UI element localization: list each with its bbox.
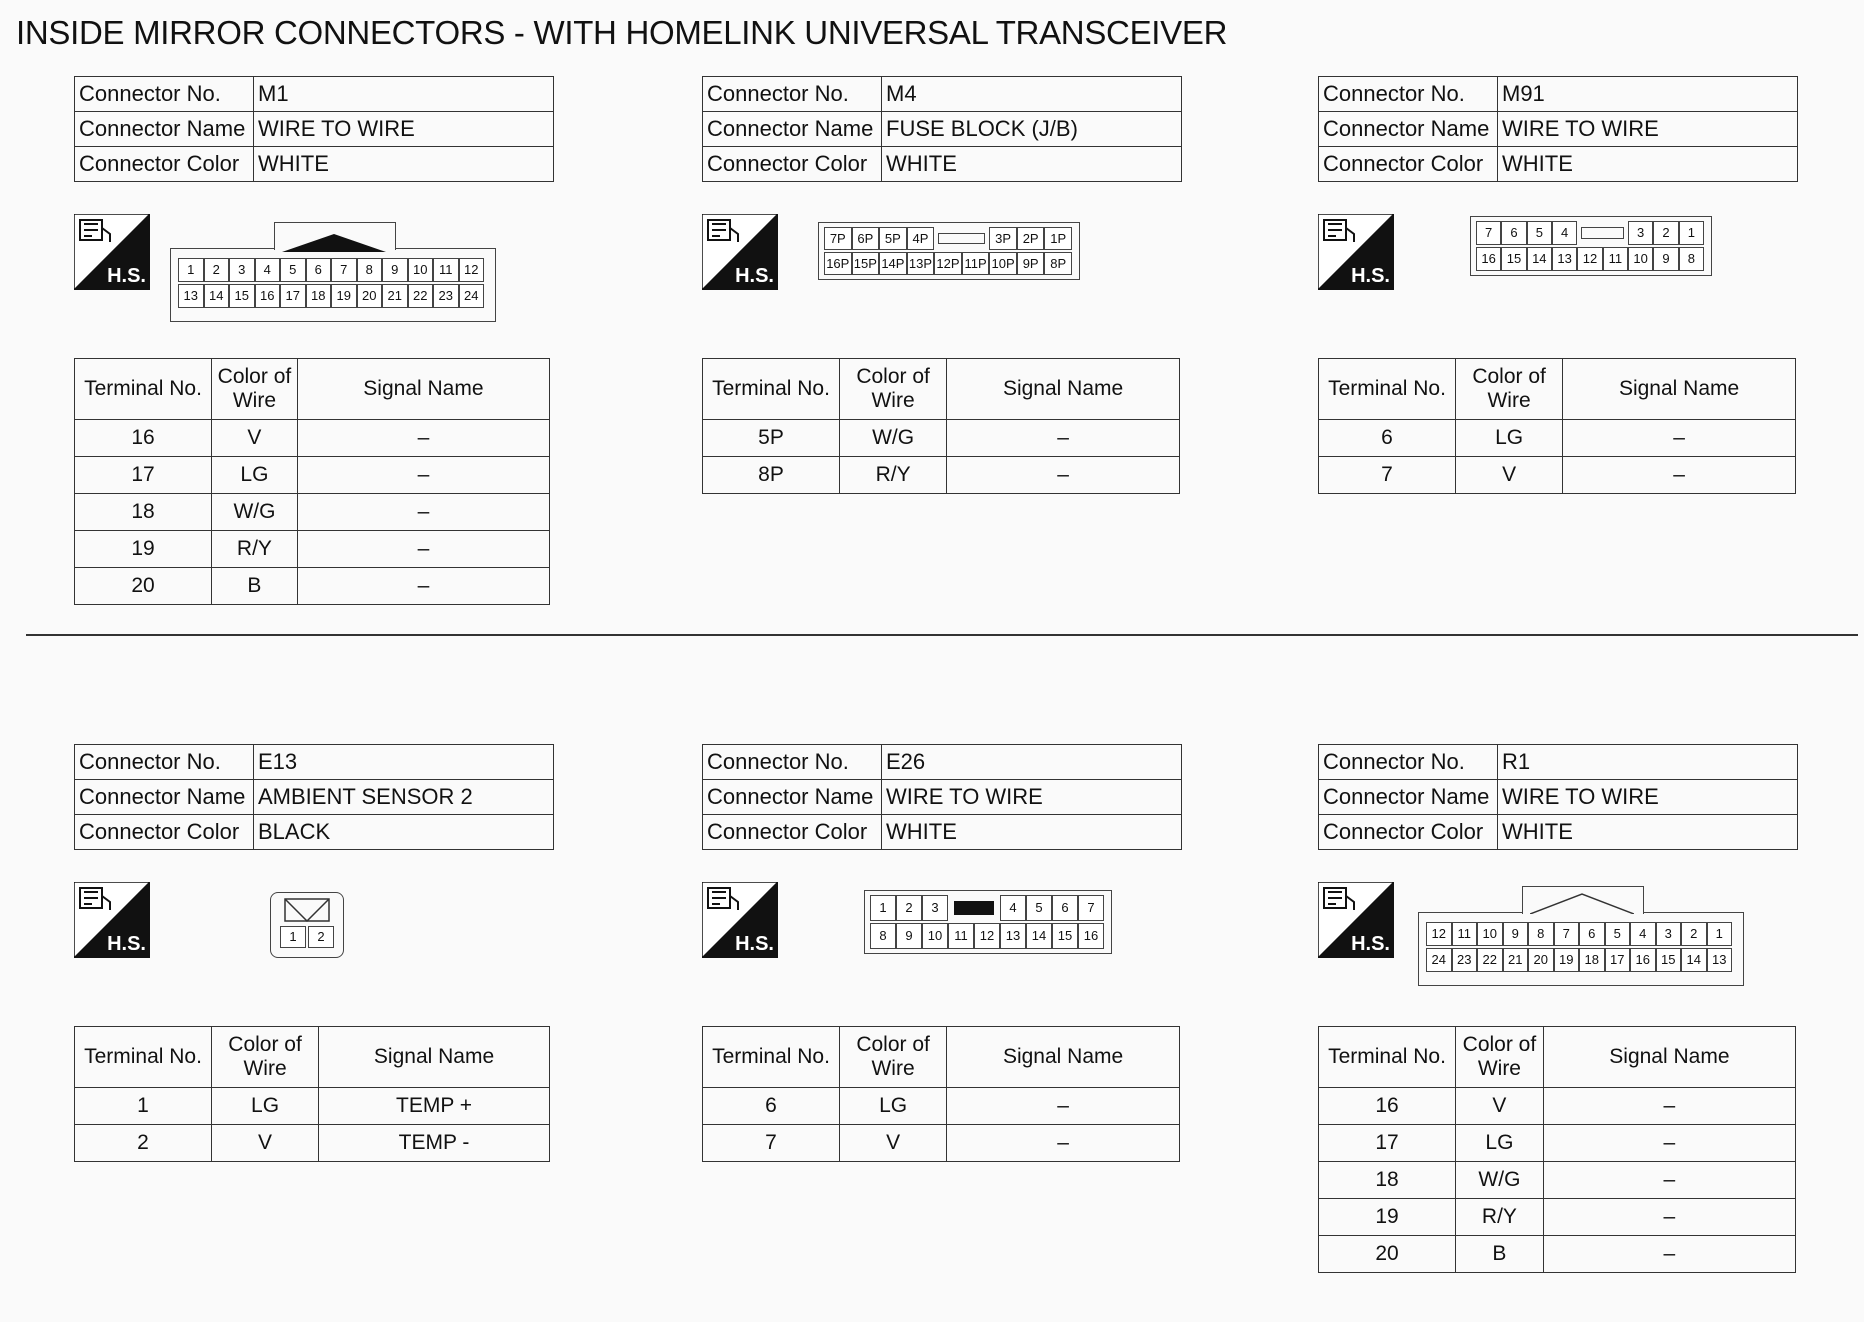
connector-name-value: WIRE TO WIRE bbox=[1498, 780, 1798, 815]
wire-color-header: Color of Wire bbox=[840, 359, 947, 420]
connector-pin: 12P bbox=[934, 252, 962, 275]
connector-pin: 13 bbox=[1707, 948, 1733, 972]
connector-pin: 7 bbox=[1554, 922, 1580, 946]
connector-pin: 1 bbox=[178, 258, 204, 282]
info-row bbox=[703, 147, 1182, 182]
terminal-row bbox=[75, 494, 550, 531]
connector-pin: 20 bbox=[357, 284, 383, 308]
connector-face-diagram bbox=[1470, 216, 1712, 276]
connector-pin: 10 bbox=[1477, 922, 1503, 946]
connector-name-value: AMBIENT SENSOR 2 bbox=[254, 780, 554, 815]
connector-name-value: WIRE TO WIRE bbox=[882, 780, 1182, 815]
info-row bbox=[75, 147, 554, 182]
connector-color-value: WHITE bbox=[882, 147, 1182, 182]
connector-pin: 1 bbox=[280, 926, 306, 948]
signal-name-header: Signal Name bbox=[297, 359, 549, 420]
wire-color: LG bbox=[212, 1088, 319, 1125]
info-row bbox=[1319, 77, 1798, 112]
section-divider bbox=[26, 634, 1858, 636]
connector-pin: 4 bbox=[1552, 221, 1577, 245]
terminal-no-header: Terminal No. bbox=[1319, 1027, 1456, 1088]
connector-pin: 12 bbox=[1426, 922, 1452, 946]
connector-pin: 22 bbox=[408, 284, 434, 308]
signal-name: – bbox=[947, 457, 1180, 494]
connector-pin: 16 bbox=[1630, 948, 1656, 972]
wire-color-header: Color of Wire bbox=[1456, 359, 1563, 420]
connector-pin: 6 bbox=[1052, 895, 1078, 921]
terminal-row bbox=[1319, 1162, 1796, 1199]
connector-name-value: WIRE TO WIRE bbox=[254, 112, 554, 147]
terminal-no: 8P bbox=[703, 457, 840, 494]
connector-name-label: Connector Name bbox=[1319, 780, 1498, 815]
connector-pin: 15 bbox=[1052, 923, 1078, 949]
info-row bbox=[703, 745, 1182, 780]
connector-pin: 13P bbox=[907, 252, 935, 275]
info-row bbox=[75, 77, 554, 112]
info-row bbox=[703, 780, 1182, 815]
wire-color: W/G bbox=[840, 420, 947, 457]
terminal-header-row bbox=[1319, 359, 1796, 420]
wire-color: V bbox=[212, 1125, 319, 1162]
signal-name-header: Signal Name bbox=[947, 359, 1180, 420]
connector-pin: 17 bbox=[1605, 948, 1631, 972]
connector-pin: 5 bbox=[1605, 922, 1631, 946]
connector-no-label: Connector No. bbox=[1319, 745, 1498, 780]
terminal-row bbox=[75, 531, 550, 568]
terminal-no-header: Terminal No. bbox=[75, 359, 212, 420]
signal-name-header: Signal Name bbox=[947, 1027, 1180, 1088]
connector-info-table bbox=[74, 76, 554, 182]
connector-pin: 8 bbox=[870, 923, 896, 949]
connector-pin: 23 bbox=[433, 284, 459, 308]
terminal-header-row bbox=[75, 359, 550, 420]
connector-color-value: BLACK bbox=[254, 815, 554, 850]
wire-color: B bbox=[1456, 1236, 1544, 1273]
info-row bbox=[1319, 112, 1798, 147]
connector-pin: 18 bbox=[1579, 948, 1605, 972]
connector-pin: 8 bbox=[1679, 247, 1704, 271]
connector-color-label: Connector Color bbox=[1319, 815, 1498, 850]
connector-no-value: E13 bbox=[254, 745, 554, 780]
connector-color-label: Connector Color bbox=[75, 147, 254, 182]
terminal-no: 16 bbox=[75, 420, 212, 457]
terminal-header-row bbox=[75, 1027, 550, 1088]
terminal-row bbox=[1319, 420, 1796, 457]
harness-side-icon bbox=[74, 214, 150, 290]
connector-no-value: M1 bbox=[254, 77, 554, 112]
terminal-row bbox=[75, 1125, 550, 1162]
connector-pin: 23 bbox=[1452, 948, 1478, 972]
connector-pin: 22 bbox=[1477, 948, 1503, 972]
wire-color: W/G bbox=[1456, 1162, 1544, 1199]
hs-label: H.S. bbox=[107, 933, 146, 955]
connector-pin: 9 bbox=[1503, 922, 1529, 946]
connector-pin: 10P bbox=[989, 252, 1017, 275]
hs-label: H.S. bbox=[107, 265, 146, 287]
info-row bbox=[1319, 815, 1798, 850]
connector-pin: 4P bbox=[907, 227, 935, 250]
connector-pin: 5P bbox=[879, 227, 907, 250]
terminal-no: 18 bbox=[1319, 1162, 1456, 1199]
connector-pin: 11 bbox=[1603, 247, 1628, 271]
terminal-no: 16 bbox=[1319, 1088, 1456, 1125]
lock-marker bbox=[954, 901, 994, 915]
connector-pin: 15 bbox=[1501, 247, 1526, 271]
connector-face-diagram bbox=[864, 890, 1112, 954]
terminal-no-header: Terminal No. bbox=[75, 1027, 212, 1088]
terminal-no: 20 bbox=[1319, 1236, 1456, 1273]
connector-name-label: Connector Name bbox=[1319, 112, 1498, 147]
connector-pin: 2 bbox=[1653, 221, 1678, 245]
connector-pin: 16P bbox=[824, 252, 852, 275]
terminal-header-row bbox=[703, 359, 1180, 420]
signal-name: – bbox=[297, 531, 549, 568]
lock-marker bbox=[1530, 892, 1634, 914]
connector-pin: 16 bbox=[1476, 247, 1501, 271]
connector-pin: 16 bbox=[1078, 923, 1104, 949]
connector-color-value: WHITE bbox=[254, 147, 554, 182]
connector-block bbox=[74, 76, 554, 597]
connector-pin: 4 bbox=[1630, 922, 1656, 946]
harness-side-icon bbox=[74, 882, 150, 958]
wire-color: R/Y bbox=[1456, 1199, 1544, 1236]
connector-no-label: Connector No. bbox=[703, 745, 882, 780]
terminal-table bbox=[702, 1026, 1180, 1162]
info-row bbox=[1319, 745, 1798, 780]
wire-color: V bbox=[1456, 457, 1563, 494]
signal-name: – bbox=[297, 494, 549, 531]
terminal-row bbox=[1319, 1088, 1796, 1125]
connector-pin: 7 bbox=[331, 258, 357, 282]
terminal-no: 17 bbox=[75, 457, 212, 494]
connector-block bbox=[1318, 76, 1798, 486]
wire-color: V bbox=[840, 1125, 947, 1162]
harness-side-icon bbox=[1318, 214, 1394, 290]
wire-color: LG bbox=[1456, 420, 1563, 457]
connector-pin: 3 bbox=[229, 258, 255, 282]
info-row bbox=[703, 815, 1182, 850]
connector-pin: 1 bbox=[1707, 922, 1733, 946]
connector-pin: 7P bbox=[824, 227, 852, 250]
wire-color: LG bbox=[840, 1088, 947, 1125]
wire-color: R/Y bbox=[840, 457, 947, 494]
connector-name-value: FUSE BLOCK (J/B) bbox=[882, 112, 1182, 147]
connector-pin: 4 bbox=[1000, 895, 1026, 921]
connector-pin: 2P bbox=[1017, 227, 1045, 250]
connector-pin: 13 bbox=[1552, 247, 1577, 271]
connector-pin: 10 bbox=[1628, 247, 1653, 271]
terminal-row bbox=[703, 420, 1180, 457]
connector-pin: 3P bbox=[989, 227, 1017, 250]
connector-pin: 1 bbox=[870, 895, 896, 921]
wire-color: LG bbox=[1456, 1125, 1544, 1162]
connector-name-value: WIRE TO WIRE bbox=[1498, 112, 1798, 147]
connector-no-value: R1 bbox=[1498, 745, 1798, 780]
wire-color: LG bbox=[212, 457, 298, 494]
terminal-no: 7 bbox=[703, 1125, 840, 1162]
signal-name: – bbox=[947, 1088, 1180, 1125]
connector-block bbox=[702, 76, 1182, 486]
connector-no-label: Connector No. bbox=[75, 77, 254, 112]
terminal-header-row bbox=[703, 1027, 1180, 1088]
terminal-row bbox=[75, 420, 550, 457]
terminal-table bbox=[74, 358, 550, 605]
terminal-no: 1 bbox=[75, 1088, 212, 1125]
terminal-no-header: Terminal No. bbox=[703, 359, 840, 420]
connector-pin: 8P bbox=[1044, 252, 1072, 275]
wire-color-header: Color of Wire bbox=[840, 1027, 947, 1088]
connector-pin: 10 bbox=[408, 258, 434, 282]
terminal-row bbox=[703, 1125, 1180, 1162]
signal-name: – bbox=[1563, 420, 1796, 457]
terminal-row bbox=[1319, 1125, 1796, 1162]
signal-name: – bbox=[947, 1125, 1180, 1162]
connector-no-value: M4 bbox=[882, 77, 1182, 112]
connector-no-label: Connector No. bbox=[703, 77, 882, 112]
connector-pin: 9P bbox=[1017, 252, 1045, 275]
terminal-no: 6 bbox=[1319, 420, 1456, 457]
signal-name: TEMP + bbox=[319, 1088, 550, 1125]
connector-block bbox=[702, 744, 1182, 1154]
connector-pin: 2 bbox=[204, 258, 230, 282]
connector-pin: 5 bbox=[1026, 895, 1052, 921]
terminal-no: 2 bbox=[75, 1125, 212, 1162]
wire-color: V bbox=[212, 420, 298, 457]
signal-name: – bbox=[1563, 457, 1796, 494]
connector-color-value: WHITE bbox=[1498, 815, 1798, 850]
wire-color: R/Y bbox=[212, 531, 298, 568]
signal-name: – bbox=[297, 568, 549, 605]
connector-pin: 8 bbox=[357, 258, 383, 282]
lock-marker bbox=[938, 233, 985, 244]
signal-name: – bbox=[1543, 1125, 1795, 1162]
signal-name: – bbox=[297, 457, 549, 494]
wire-color: W/G bbox=[212, 494, 298, 531]
info-row bbox=[75, 815, 554, 850]
connector-pin: 11P bbox=[962, 252, 990, 275]
terminal-row bbox=[703, 1088, 1180, 1125]
connector-pin: 2 bbox=[308, 926, 334, 948]
connector-pin: 7 bbox=[1476, 221, 1501, 245]
wire-color-header: Color of Wire bbox=[212, 359, 298, 420]
terminal-no-header: Terminal No. bbox=[1319, 359, 1456, 420]
connector-face-diagram bbox=[170, 220, 498, 324]
connector-name-label: Connector Name bbox=[75, 780, 254, 815]
signal-name: – bbox=[1543, 1162, 1795, 1199]
connector-pin: 24 bbox=[459, 284, 485, 308]
connector-pin: 3 bbox=[922, 895, 948, 921]
connector-pin: 11 bbox=[1452, 922, 1478, 946]
connector-pin: 8 bbox=[1528, 922, 1554, 946]
signal-name: – bbox=[947, 420, 1180, 457]
info-row bbox=[1319, 147, 1798, 182]
connector-pin: 11 bbox=[433, 258, 459, 282]
connector-pin: 4 bbox=[255, 258, 281, 282]
signal-name: TEMP - bbox=[319, 1125, 550, 1162]
connector-pin: 3 bbox=[1656, 922, 1682, 946]
hs-label: H.S. bbox=[1351, 933, 1390, 955]
connector-pin: 15 bbox=[229, 284, 255, 308]
terminal-no: 18 bbox=[75, 494, 212, 531]
connector-color-label: Connector Color bbox=[703, 815, 882, 850]
terminal-header-row bbox=[1319, 1027, 1796, 1088]
connector-name-label: Connector Name bbox=[75, 112, 254, 147]
connector-pin: 6P bbox=[852, 227, 880, 250]
connector-pin: 12 bbox=[1577, 247, 1602, 271]
signal-name: – bbox=[1543, 1088, 1795, 1125]
terminal-table bbox=[1318, 1026, 1796, 1273]
connector-no-label: Connector No. bbox=[1319, 77, 1498, 112]
connector-pin: 12 bbox=[459, 258, 485, 282]
terminal-no: 7 bbox=[1319, 457, 1456, 494]
terminal-table bbox=[74, 1026, 550, 1162]
info-row bbox=[75, 745, 554, 780]
harness-side-icon bbox=[1318, 882, 1394, 958]
connector-info-table bbox=[1318, 744, 1798, 850]
connector-pin: 19 bbox=[331, 284, 357, 308]
terminal-no: 19 bbox=[1319, 1199, 1456, 1236]
connector-color-value: WHITE bbox=[1498, 147, 1798, 182]
signal-name: – bbox=[297, 420, 549, 457]
connector-pin: 1 bbox=[1679, 221, 1704, 245]
connector-pin: 5 bbox=[1527, 221, 1552, 245]
connector-color-label: Connector Color bbox=[1319, 147, 1498, 182]
connector-color-value: WHITE bbox=[882, 815, 1182, 850]
connector-color-label: Connector Color bbox=[75, 815, 254, 850]
connector-pin: 2 bbox=[1681, 922, 1707, 946]
connector-pin: 9 bbox=[1653, 247, 1678, 271]
lock-marker bbox=[284, 898, 330, 922]
terminal-no: 19 bbox=[75, 531, 212, 568]
connector-pin: 6 bbox=[1501, 221, 1526, 245]
info-row bbox=[703, 112, 1182, 147]
wire-color-header: Color of Wire bbox=[212, 1027, 319, 1088]
connector-pin: 21 bbox=[382, 284, 408, 308]
connector-pin: 5 bbox=[280, 258, 306, 282]
page-title: INSIDE MIRROR CONNECTORS - WITH HOMELINK UNIVERSAL TRANSCEIVER bbox=[16, 14, 1228, 51]
connector-pin: 13 bbox=[178, 284, 204, 308]
info-row bbox=[703, 77, 1182, 112]
terminal-table bbox=[1318, 358, 1796, 494]
terminal-row bbox=[1319, 1236, 1796, 1273]
terminal-no-header: Terminal No. bbox=[703, 1027, 840, 1088]
connector-info-table bbox=[74, 744, 554, 850]
connector-pin: 16 bbox=[255, 284, 281, 308]
connector-pin: 9 bbox=[382, 258, 408, 282]
harness-side-icon bbox=[702, 214, 778, 290]
connector-pin: 17 bbox=[280, 284, 306, 308]
connector-no-label: Connector No. bbox=[75, 745, 254, 780]
connector-info-table bbox=[702, 76, 1182, 182]
connector-pin: 20 bbox=[1528, 948, 1554, 972]
harness-side-icon bbox=[702, 882, 778, 958]
connector-pin: 7 bbox=[1078, 895, 1104, 921]
hs-label: H.S. bbox=[735, 933, 774, 955]
signal-name-header: Signal Name bbox=[1543, 1027, 1795, 1088]
hs-label: H.S. bbox=[735, 265, 774, 287]
connector-pin: 19 bbox=[1554, 948, 1580, 972]
terminal-row bbox=[703, 457, 1180, 494]
connector-pin: 21 bbox=[1503, 948, 1529, 972]
connector-pin: 2 bbox=[896, 895, 922, 921]
terminal-table bbox=[702, 358, 1180, 494]
signal-name: – bbox=[1543, 1199, 1795, 1236]
terminal-no: 17 bbox=[1319, 1125, 1456, 1162]
connector-face-diagram bbox=[1418, 884, 1746, 988]
terminal-row bbox=[1319, 457, 1796, 494]
lock-marker bbox=[1581, 227, 1624, 239]
terminal-no: 5P bbox=[703, 420, 840, 457]
wire-color: B bbox=[212, 568, 298, 605]
connector-pin: 3 bbox=[1628, 221, 1653, 245]
connector-pin: 14 bbox=[1527, 247, 1552, 271]
connector-pin: 15P bbox=[852, 252, 880, 275]
connector-pin: 14P bbox=[879, 252, 907, 275]
connector-no-value: M91 bbox=[1498, 77, 1798, 112]
connector-name-label: Connector Name bbox=[703, 112, 882, 147]
connector-pin: 15 bbox=[1656, 948, 1682, 972]
connector-pin: 6 bbox=[306, 258, 332, 282]
connector-block bbox=[1318, 744, 1798, 1265]
hs-label: H.S. bbox=[1351, 265, 1390, 287]
connector-pin: 18 bbox=[306, 284, 332, 308]
connector-pin: 14 bbox=[1681, 948, 1707, 972]
wire-color-header: Color of Wire bbox=[1456, 1027, 1544, 1088]
info-row bbox=[75, 112, 554, 147]
connector-name-label: Connector Name bbox=[703, 780, 882, 815]
terminal-no: 6 bbox=[703, 1088, 840, 1125]
signal-name-header: Signal Name bbox=[1563, 359, 1796, 420]
connector-no-value: E26 bbox=[882, 745, 1182, 780]
connector-pin: 10 bbox=[922, 923, 948, 949]
connector-pin: 1P bbox=[1044, 227, 1072, 250]
terminal-row bbox=[75, 457, 550, 494]
connector-pin: 14 bbox=[204, 284, 230, 308]
connector-info-table bbox=[702, 744, 1182, 850]
terminal-row bbox=[75, 568, 550, 605]
signal-name-header: Signal Name bbox=[319, 1027, 550, 1088]
connector-pin: 14 bbox=[1026, 923, 1052, 949]
info-row bbox=[1319, 780, 1798, 815]
terminal-no: 20 bbox=[75, 568, 212, 605]
connector-pin: 6 bbox=[1579, 922, 1605, 946]
connector-info-table bbox=[1318, 76, 1798, 182]
terminal-row bbox=[1319, 1199, 1796, 1236]
info-row bbox=[75, 780, 554, 815]
connector-pin: 12 bbox=[974, 923, 1000, 949]
connector-face-diagram bbox=[818, 222, 1080, 280]
connector-pin: 24 bbox=[1426, 948, 1452, 972]
connector-pin: 13 bbox=[1000, 923, 1026, 949]
signal-name: – bbox=[1543, 1236, 1795, 1273]
connector-pin: 11 bbox=[948, 923, 974, 949]
terminal-row bbox=[75, 1088, 550, 1125]
connector-face-diagram bbox=[270, 892, 350, 958]
connector-block bbox=[74, 744, 554, 1154]
wire-color: V bbox=[1456, 1088, 1544, 1125]
connector-color-label: Connector Color bbox=[703, 147, 882, 182]
connector-pin: 9 bbox=[896, 923, 922, 949]
